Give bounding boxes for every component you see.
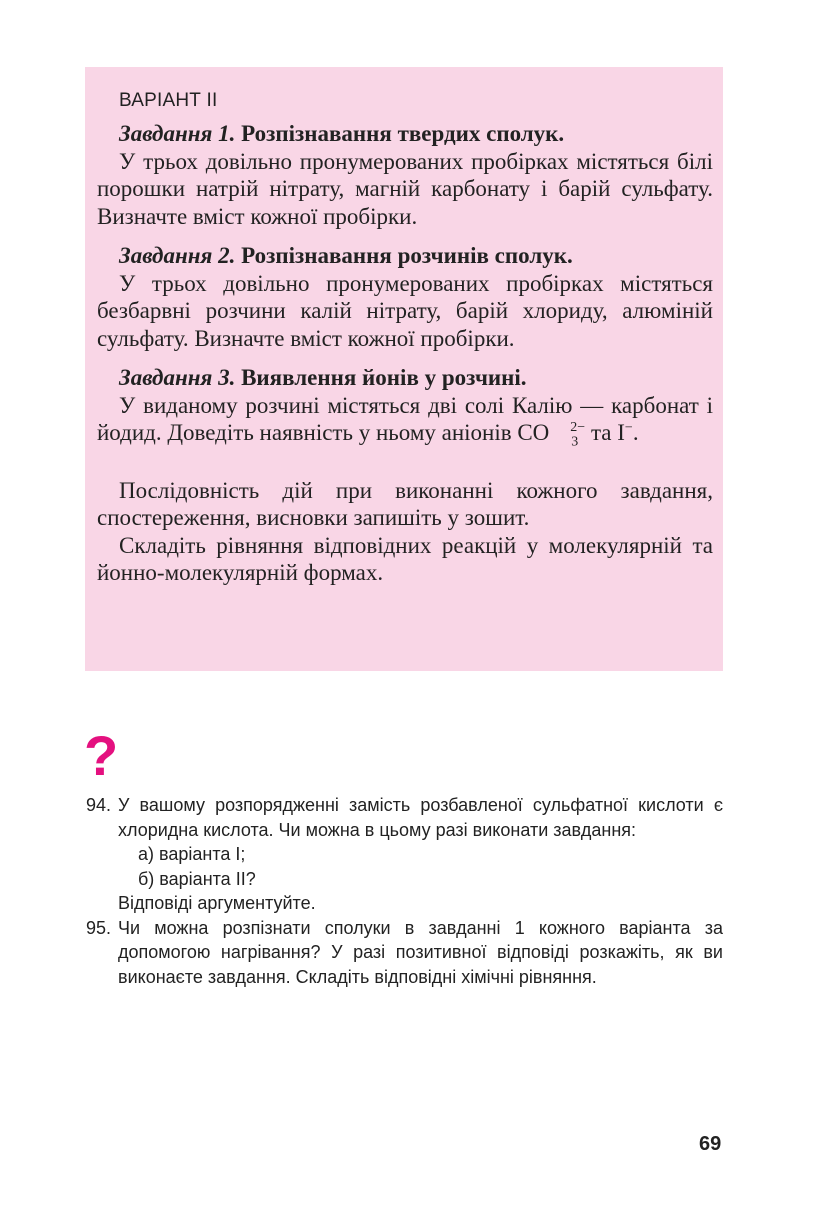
task-3-title: Виявлення йонів у розчині. (241, 365, 527, 390)
task-3-label: Завдання 3. (119, 365, 236, 390)
question-option-b: б) варіанта ІІ? (138, 868, 256, 889)
closing-instructions (97, 477, 713, 587)
task-2-label: Завдання 2. (119, 243, 236, 268)
task-2-title: Розпізнавання розчинів сполук. (241, 243, 573, 268)
question-mark-icon: ? (84, 724, 119, 787)
task-1 (97, 120, 713, 230)
question-number: 95. (86, 917, 112, 938)
page-number: 69 (699, 1133, 722, 1155)
task-1-label: Завдання 1. (119, 121, 236, 146)
task-1-body: У трьох довільно пронумерованих пробірках містяться білі порошки натрій нітрату, магній карбонату і барій сульфату. Визначте вміст кожної пробірки. (97, 148, 713, 229)
task-1-heading (119, 120, 713, 148)
question-text: Чи можна розпізнати сполуки в завданні 1 кожного варіанта за допомогою нагрівання? У разі позитивної відповіді розкажіть, як ви виконаєте завдання. Складіть відповідні хімічні рівняння. (118, 917, 723, 987)
task-2-body: У трьох довільно пронумерованих пробірках містяться безбарвні розчини калій нітрату, барій хлориду, алюміній сульфату. Визначте вміст кожної пробірки. (97, 270, 713, 351)
carbonate-subscript: 3 (571, 434, 579, 450)
carbonate-ion (549, 419, 586, 450)
task-3-body-end: . (632, 420, 639, 445)
question-text: У вашому розпорядженні замість розбавленої сульфатної кислоти є хлоридна кислота. Чи можна в цьому разі виконати завдання: (118, 795, 723, 840)
task-3 (97, 364, 713, 450)
closing-paragraph-2: Складіть рівняння відповідних реакцій у молекулярній та йонно-молекулярній формах. (97, 532, 713, 585)
task-1-title: Розпізнавання твердих сполук. (241, 121, 565, 146)
carbonate-charge: 2− (570, 420, 586, 436)
closing-paragraph-1: Послідовність дій при виконанні кожного завдання, спостереження, висновки запишіть у зошит. (97, 477, 713, 530)
task-3-body (97, 392, 713, 450)
iodide-charge: − (624, 420, 633, 436)
task-2-heading (119, 242, 713, 270)
task-3-body-mid: та I (585, 420, 625, 445)
question-94 (86, 793, 723, 916)
variant-title: ВАРІАНТ ІІ (119, 90, 218, 111)
questions-list (86, 793, 723, 989)
task-2 (97, 242, 713, 352)
question-option-a: а) варіанта І; (138, 844, 246, 864)
task-3-heading (119, 364, 713, 392)
question-number: 94. (86, 795, 112, 815)
question-tail: Відповіді аргументуйте. (118, 893, 316, 913)
task-3-body-text: У виданому розчині містяться дві солі Калію — карбонат і йодид. Доведіть наявність у ньому аніонів CO (97, 392, 713, 445)
question-95 (86, 916, 723, 990)
variant-box (85, 67, 723, 671)
